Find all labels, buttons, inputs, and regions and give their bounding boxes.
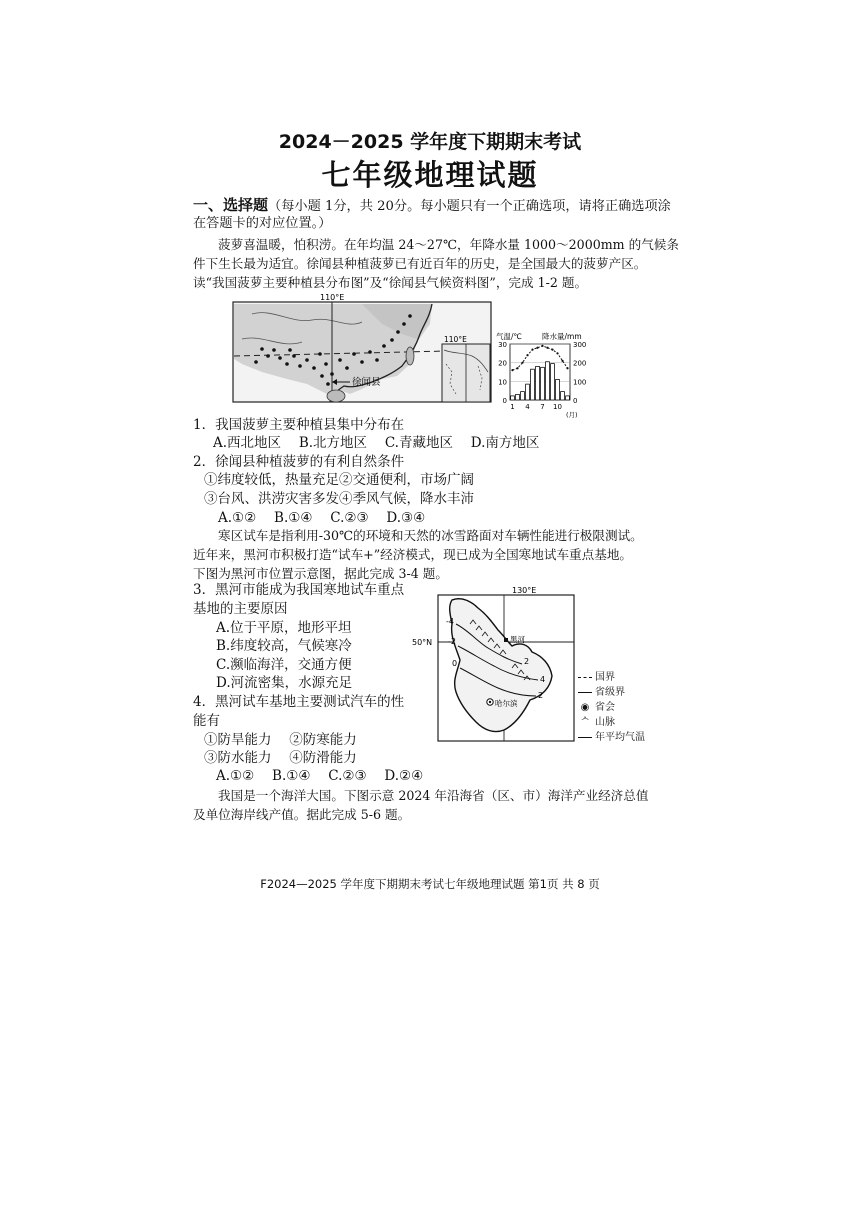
legend-isotherm: 年平均气温 bbox=[578, 730, 658, 745]
temp-point bbox=[551, 349, 553, 351]
map2-lon-label: 130°E bbox=[512, 586, 537, 595]
iso-label-6: 2 bbox=[538, 691, 544, 700]
map-lon-label: 110°E bbox=[320, 294, 345, 302]
temp-point bbox=[521, 362, 523, 364]
iso-label-5: 4 bbox=[540, 675, 546, 684]
page-footer: F2024—2025 学年度下期期末考试七年级地理试题 第1页 共 8 页 bbox=[260, 877, 600, 891]
q2-opt2: ③台风、洪涝灾害多发④季风气候，降水丰沛 bbox=[204, 491, 474, 507]
temp-line bbox=[513, 346, 568, 370]
temp-tick-label: 0 bbox=[502, 397, 507, 405]
precip-bar bbox=[521, 392, 525, 400]
exam-title: 2024－2025 学年度下期期末考试 bbox=[278, 131, 582, 153]
passage3-line1: 我国是一个海洋大国。下图示意 2024 年沿海省（区、市）海洋产业经济总值 bbox=[218, 788, 649, 803]
xuwen-county-label: 徐闻县 bbox=[352, 377, 381, 388]
q3-stem2: 基地的主要原因 bbox=[193, 601, 288, 617]
precip-bar bbox=[546, 362, 550, 400]
passage1-line2: 件下生长最为适宜。徐闻县种植菠萝已有近百年的历史，是全国最大的菠萝产区。 bbox=[193, 256, 647, 271]
precip-bar bbox=[566, 396, 570, 400]
q1-stem: 1．我国菠萝主要种植县集中分布在 bbox=[193, 417, 405, 433]
section-heading bbox=[193, 196, 671, 216]
q2-stem: 2．徐闻县种植菠萝的有利自然条件 bbox=[193, 454, 405, 470]
climate-left-axis-label: 气温/℃ bbox=[496, 332, 522, 341]
passage1-line3: 读“我国菠萝主要种植县分布图”及“徐闻县气候资料图”，完成 1-2 题。 bbox=[193, 275, 588, 290]
section-instruction-1: （每小题 1分，共 20分。每小题只有一个正确选项，请将正确选项涂 bbox=[268, 199, 671, 214]
temp-point bbox=[546, 347, 548, 349]
q4-stem1: 4．黑河试车基地主要测试汽车的性 bbox=[193, 694, 405, 710]
map2-legend bbox=[578, 670, 658, 745]
temp-point bbox=[566, 367, 568, 369]
month-tick-label: 1 bbox=[510, 403, 515, 411]
month-tick-label: 10 bbox=[553, 403, 562, 411]
precip-tick-label: 300 bbox=[573, 341, 587, 349]
q3-option-d: D.河流密集，水源充足 bbox=[216, 675, 353, 691]
temp-tick-label: 10 bbox=[498, 378, 507, 387]
q4-answers: A.①② B.①④ C.②③ D.②④ bbox=[216, 768, 424, 784]
q4-stem2: 能有 bbox=[193, 713, 220, 729]
section-label: 一、选择题 bbox=[193, 196, 269, 214]
precip-bar bbox=[526, 384, 530, 400]
q2-answers: A.①② B.①④ C.②③ D.③④ bbox=[218, 510, 426, 526]
q3-option-a: A.位于平原，地形平坦 bbox=[216, 620, 352, 636]
passage2-line3: 下图为黑河市位置示意图，据此完成 3-4 题。 bbox=[193, 566, 448, 581]
temp-point bbox=[536, 347, 538, 349]
temp-tick-label: 20 bbox=[498, 359, 507, 368]
passage3-line2: 及单位海岸线产值。据此完成 5-6 题。 bbox=[193, 807, 411, 822]
q3-stem1: 3．黑河市能成为我国寒地试车重点 bbox=[193, 582, 405, 598]
iso-label-4: 2 bbox=[524, 657, 530, 666]
climate-right-axis-label: 降水量/mm bbox=[542, 332, 582, 341]
precip-bar bbox=[551, 364, 555, 400]
q4-opt1: ①防旱能力 ②防寒能力 bbox=[204, 732, 357, 748]
precip-bar bbox=[536, 366, 540, 400]
section-instruction-2: 在答题卡的对应位置。） bbox=[193, 216, 332, 231]
precip-bar bbox=[511, 396, 515, 400]
q3-option-c: C.濒临海洋，交通方便 bbox=[216, 657, 352, 673]
precip-bar bbox=[541, 367, 545, 400]
legend-capital: ◉ 省会 bbox=[580, 702, 615, 713]
heihe-city-label: 黑河 bbox=[510, 635, 525, 644]
month-tick-label: 7 bbox=[540, 403, 545, 411]
inset-lon-label: 110°E bbox=[444, 335, 467, 344]
q2-opt1: ①纬度较低，热量充足②交通便利，市场广阔 bbox=[204, 472, 474, 488]
passage1-line1: 菠萝喜温暖，怕积涝。在年均温 24～27℃，年降水量 1000～2000mm 的气候条 bbox=[218, 237, 679, 252]
pineapple-distribution-map bbox=[232, 294, 494, 410]
legend-provincial-border: 省级界 bbox=[578, 685, 658, 700]
temp-point bbox=[531, 349, 533, 351]
q1-options: A.西北地区 B.北方地区 C.青藏地区 D.南方地区 bbox=[213, 435, 540, 451]
month-unit-label: (月) bbox=[566, 411, 578, 419]
q4-opt2: ③防水能力 ④防滑能力 bbox=[204, 750, 357, 766]
month-tick-label: 4 bbox=[525, 403, 530, 411]
map2-lat-label: 50°N bbox=[412, 638, 433, 647]
temp-point bbox=[511, 369, 513, 371]
q3-option-b: B.纬度较高，气候寒冷 bbox=[216, 638, 352, 654]
passage2-line1: 寒区试车是指利用-30℃的环境和天然的冰雪路面对车辆性能进行极限测试。 bbox=[218, 528, 643, 543]
temp-point bbox=[526, 354, 528, 356]
iso-label-3: 0 bbox=[452, 659, 458, 668]
legend-mountain: ᄉ 山脉 bbox=[580, 717, 615, 728]
temp-point bbox=[556, 352, 558, 354]
temp-point bbox=[561, 360, 563, 362]
temp-point bbox=[541, 345, 543, 347]
temp-tick-label: 30 bbox=[498, 341, 507, 349]
precip-bar bbox=[531, 369, 535, 400]
legend-national-border: 国界 bbox=[578, 670, 658, 685]
harbin-city-label: 哈尔滨 bbox=[495, 699, 518, 708]
temp-point bbox=[516, 367, 518, 369]
passage2-line2: 近年来，黑河市积极打造“试车+”经济模式，现已成为全国寒地试车重点基地。 bbox=[193, 547, 633, 562]
precip-tick-label: 0 bbox=[573, 397, 578, 405]
iso-label-2: -2 bbox=[448, 637, 456, 646]
precip-bar bbox=[516, 394, 520, 400]
heihe-location-map bbox=[412, 584, 578, 744]
exam-subject-title: 七年级地理试题 bbox=[321, 158, 539, 192]
precip-tick-label: 200 bbox=[573, 359, 587, 368]
iso-label-1: -4 bbox=[446, 617, 454, 626]
precip-bar bbox=[561, 392, 565, 400]
precip-bar bbox=[556, 379, 560, 400]
precip-tick-label: 100 bbox=[573, 378, 587, 387]
